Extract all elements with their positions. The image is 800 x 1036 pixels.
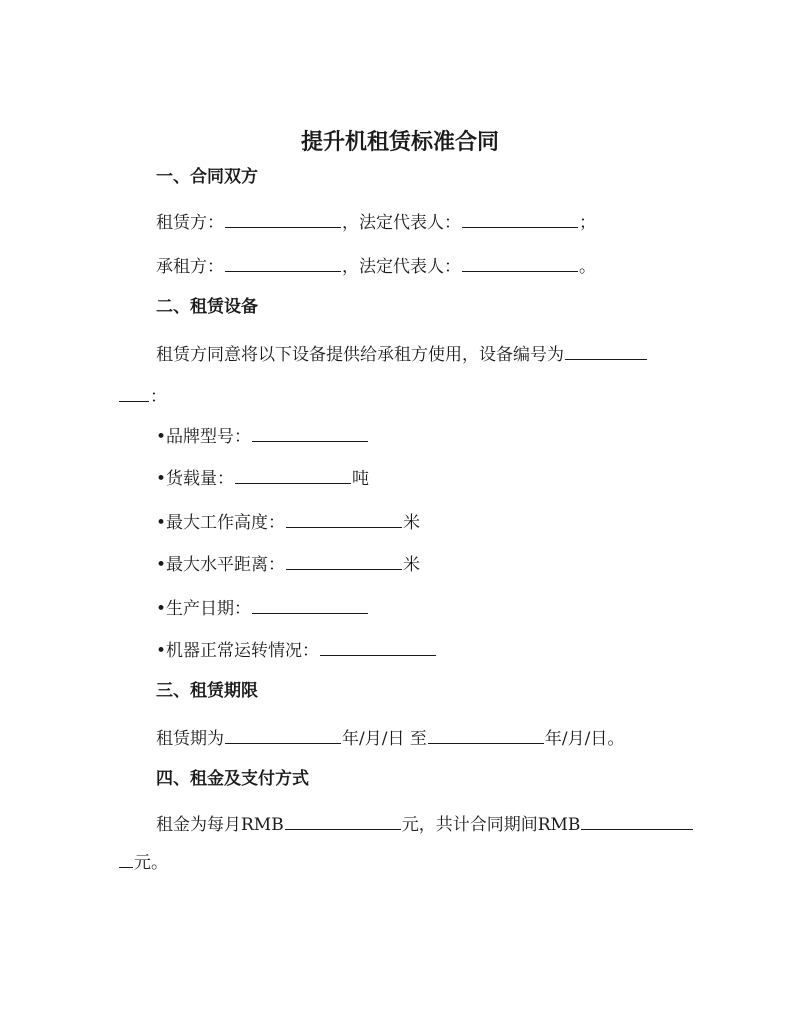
lessee-rep-label: ，法定代表人： [342, 257, 461, 277]
lease-end-blank[interactable] [428, 726, 544, 744]
lessor-label: 租赁方： [156, 213, 224, 233]
production-date-blank[interactable] [252, 596, 368, 614]
section-heading-term: 三、租赁期限 [156, 681, 258, 701]
list-item-max-height [156, 510, 420, 534]
monthly-rent-blank[interactable] [285, 812, 401, 830]
section-heading-parties: 一、合同双方 [156, 167, 258, 187]
lease-term-mid: 年/月/日 至 [342, 729, 427, 749]
rent-mid: 元，共计合同期间RMB [401, 815, 581, 835]
section-heading-rent: 四、租金及支付方式 [156, 769, 309, 789]
item-unit: 米 [403, 513, 420, 533]
list-item-machine-condition [156, 638, 437, 662]
lease-start-blank[interactable] [225, 726, 341, 744]
item-label: 机器正常运转情况： [166, 641, 319, 661]
lease-term-end: 年/月/日。 [544, 729, 625, 749]
equipment-number-blank[interactable] [565, 342, 647, 360]
bullet-icon: • [156, 599, 167, 619]
max-height-blank[interactable] [286, 510, 402, 528]
list-item-production-date [156, 596, 369, 620]
item-unit: 米 [403, 555, 420, 575]
equipment-intro-text: 租赁方同意将以下设备提供给承租方使用，设备编号为 [156, 345, 564, 365]
rent-end: 元。 [134, 853, 168, 873]
brand-model-blank[interactable] [252, 424, 368, 442]
equipment-intro-end: ： [150, 387, 167, 407]
lessee-line-end: 。 [579, 257, 596, 277]
lessee-label: 承租方： [156, 257, 224, 277]
rent-line-cont [118, 850, 168, 874]
equipment-intro-line [156, 342, 648, 366]
lease-term-prefix: 租赁期为 [156, 729, 224, 749]
list-item-load-capacity [156, 466, 369, 490]
lease-term-line [156, 726, 624, 750]
bullet-icon: • [156, 427, 167, 447]
list-item-brand-model [156, 424, 369, 448]
total-rent-blank-cont[interactable] [119, 850, 133, 868]
item-label: 品牌型号： [166, 427, 251, 447]
section-heading-equipment: 二、租赁设备 [156, 297, 258, 317]
lessor-line [156, 210, 596, 234]
lessee-line [156, 254, 596, 278]
item-label: 生产日期： [166, 599, 251, 619]
max-distance-blank[interactable] [286, 552, 402, 570]
list-item-max-distance [156, 552, 420, 576]
total-rent-blank[interactable] [581, 812, 693, 830]
item-unit: 吨 [352, 469, 369, 489]
rent-prefix: 租金为每月RMB [156, 815, 284, 835]
lessor-line-end: ； [579, 213, 596, 233]
lessor-rep-blank[interactable] [462, 210, 578, 228]
bullet-icon: • [156, 555, 167, 575]
machine-condition-blank[interactable] [320, 638, 436, 656]
lessor-name-blank[interactable] [225, 210, 341, 228]
load-capacity-blank[interactable] [235, 466, 351, 484]
equipment-number-blank-cont[interactable] [119, 384, 149, 402]
bullet-icon: • [156, 513, 167, 533]
lessor-rep-label: ，法定代表人： [342, 213, 461, 233]
item-label: 最大水平距离： [166, 555, 285, 575]
document-title: 提升机租赁标准合同 [300, 129, 499, 155]
lessee-name-blank[interactable] [225, 254, 341, 272]
equipment-intro-cont [118, 384, 167, 408]
bullet-icon: • [156, 641, 167, 661]
lessee-rep-blank[interactable] [462, 254, 578, 272]
item-label: 货载量： [166, 469, 234, 489]
rent-line [156, 812, 694, 836]
bullet-icon: • [156, 469, 167, 489]
item-label: 最大工作高度： [166, 513, 285, 533]
